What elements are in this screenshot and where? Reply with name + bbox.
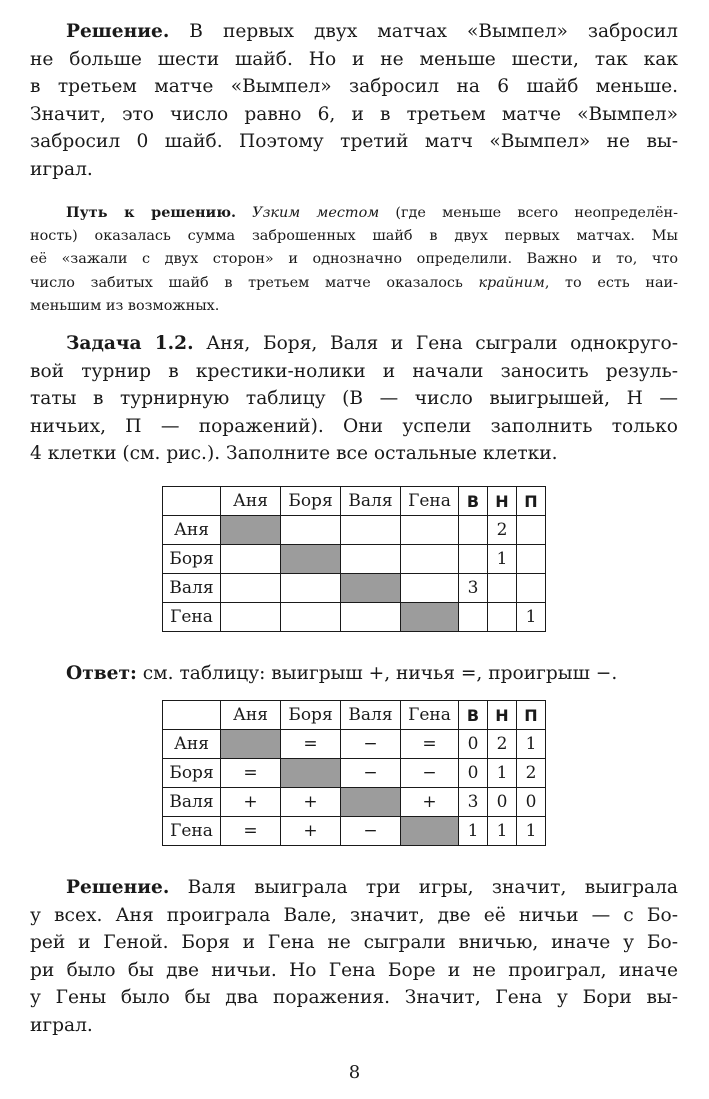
table-row: Валя 3 (163, 574, 546, 603)
table-row: Валя + + + 3 0 0 (163, 788, 546, 817)
table-row: Аня 2 (163, 516, 546, 545)
problem-label: Задача 1.2. (66, 333, 194, 354)
table-header-row: Аня Боря Валя Гена В Н П (163, 701, 546, 730)
shaded-cell (221, 516, 281, 545)
table-row: Боря 1 (163, 545, 546, 574)
solution-1: Решение. В первых двух матчах «Вымпел» забросил не больше шести шайб. Но и не меньше шести, так как в третьем матче «Вымпел» забросил на 6 шайб меньше. Значит, это число равно 6, и в третьем матче «Вымпел» забросил 0 шайб. Поэтому третий матч «Вымпел» не вы- играл. (30, 21, 678, 180)
shaded-cell (341, 574, 401, 603)
answer-label: Ответ: (66, 663, 137, 684)
table-row: Гена = + − 1 1 1 (163, 817, 546, 846)
shaded-cell (401, 817, 459, 846)
table-row: Аня = − = 0 2 1 (163, 730, 546, 759)
page-number: 8 (348, 1062, 361, 1083)
path-to-solution: Путь к решению. Узким местом (где меньше всего неопределён- ность) оказалась сумма заброшенных шайб в двух первых матчах. Мы её «зажали с двух сторон» и однозначно определили. Важно и то, что число забитых шайб в третьем матче оказалось крайним, то есть наи- меньшим из возможных. (30, 204, 678, 314)
shaded-cell (341, 788, 401, 817)
solution-2-label: Решение. (66, 877, 170, 898)
shaded-cell (401, 603, 459, 632)
solution-2: Решение. Валя выиграла три игры, значит, выиграла у всех. Аня проиграла Вале, значит, две её ничьи — с Бо- рей и Геной. Боря и Гена не сыграли вничью, иначе у Бо- ри было бы две ничьи. Но Гена Боре и не проиграл, иначе у Гены было бы два поражения. Значит, Гена у Бори вы- играл. (30, 877, 678, 1036)
shaded-cell (281, 545, 341, 574)
shaded-cell (221, 730, 281, 759)
table-row: Гена 1 (163, 603, 546, 632)
table-header-row: Аня Боря Валя Гена В Н П (163, 487, 546, 516)
problem-1-2: Задача 1.2. Аня, Боря, Валя и Гена сыграли однокруго- вой турнир в крестики-нолики и начали заносить резуль- таты в турнирную таблицу (В — число выигрышей, Н — ничьих, П — поражений). Они успели заполнить только 4 клетки (см. рис.). Заполните все остальные клетки. (30, 333, 678, 465)
path-label: Путь к решению. (66, 204, 236, 221)
shaded-cell (281, 759, 341, 788)
tournament-table-filled (162, 700, 546, 846)
table-row: Боря = − − 0 1 2 (163, 759, 546, 788)
solution-1-label: Решение. (66, 21, 170, 42)
tournament-table-blank (162, 486, 546, 632)
answer: Ответ: см. таблицу: выигрыш +, ничья =, проигрыш −. (66, 663, 618, 684)
